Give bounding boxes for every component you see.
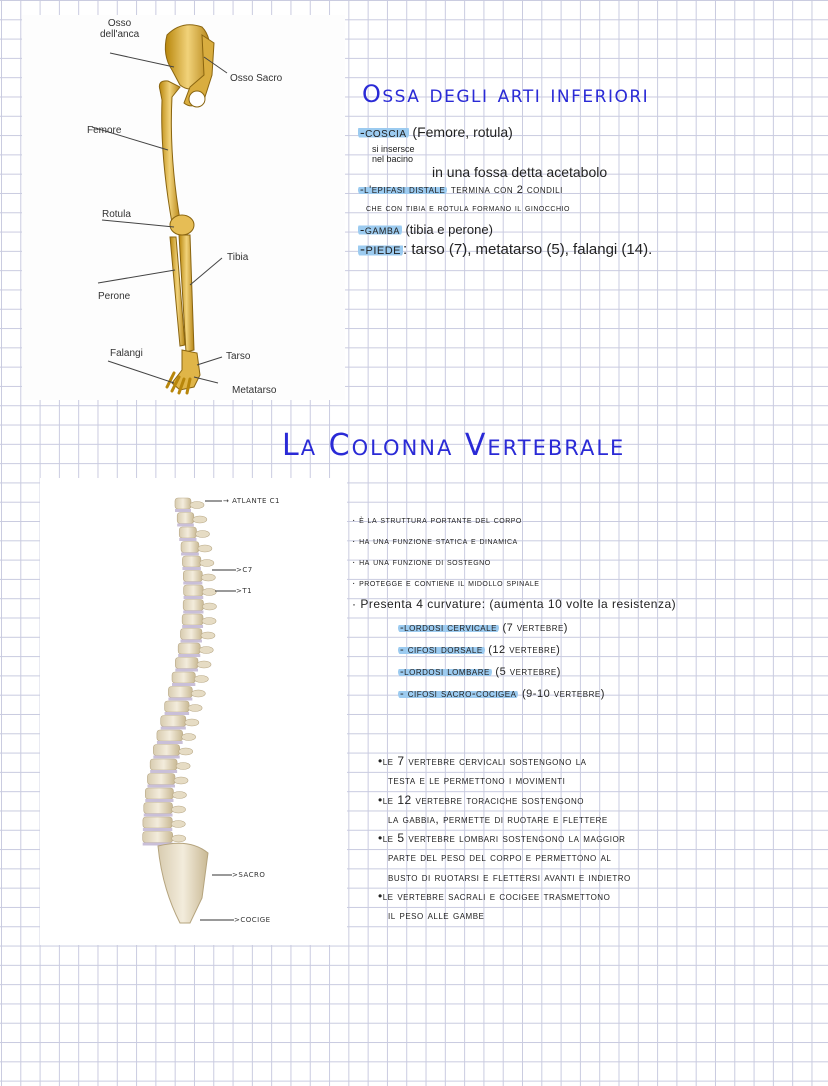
label-osso-anca-line1: Osso [107,18,132,29]
spine-illustration [40,478,347,945]
label-osso-anca [100,18,139,40]
curvature-item [398,617,605,639]
note-line: •le vertebre sacrali e cocigee trasmettono [378,889,611,904]
label-cocige-text: COCIGE [240,916,271,924]
spine-bullets [352,510,676,615]
label-atlante: → ATLANTE C1 [223,497,280,505]
section1-line-coscia [358,124,513,140]
spine-bullet: · Presenta 4 curvature: (aumenta 10 volte la resistenza) [352,597,677,611]
label-atlante-text: ATLANTE C1 [232,497,280,505]
note-line: testa e le permettono i movimenti [388,773,566,788]
spine-bullet: · ha una funzione di sostegno [352,557,491,568]
curvature-name: -lordosi lombare [400,666,490,678]
highlight-epifasi: -l'epifasi distale [360,184,446,196]
curvature-name: - cifosi dorsale [400,644,483,656]
note-line: il peso alle gambe [388,908,485,923]
note-line: •le 5 vertebre lombari sostengono la maggior [378,831,626,846]
curvature-name: - cifosi sacro-cocigea [400,688,517,700]
vertebrae-notes [378,752,631,926]
section1-line-acetabolo: in una fossa detta acetabolo [432,164,608,180]
label-sacro: >SACRO [232,871,266,879]
highlight-coscia: -coscia [360,124,407,140]
label-cocige: >COCIGE [234,916,271,924]
curvature-list [398,617,605,705]
leg-bones-figure [22,15,345,400]
label-t1: >T1 [236,587,253,595]
label-c7: >C7 [236,566,253,574]
label-tibia: Tibia [227,252,249,263]
label-t1-text: T1 [242,587,253,595]
note-line: •le 7 vertebre cervicali sostengono la [378,754,587,768]
curvature-name: -lordosi cervicale [400,622,497,634]
section2-title: La Colonna Vertebrale [282,428,626,463]
spine-figure [40,478,347,945]
label-falangi: Falangi [110,348,143,359]
note-inserisce [372,144,415,164]
curvature-detail: (9-10 vertebre) [518,688,605,700]
piede-detail: : tarso (7), metatarso (5), falangi (14). [403,241,653,258]
highlight-piede: -piede [360,241,402,258]
label-metatarso: Metatarso [232,385,277,396]
coscia-detail: (Femore, rotula) [408,124,513,140]
label-c7-text: C7 [242,566,253,574]
leg-skeleton-illustration [22,15,345,400]
curvature-item [398,639,605,661]
spine-bullet: · ha una funzione statica e dinamica [352,536,518,547]
section1-line-ginocchio: che con tibia e rotula formano il ginocchio [366,203,570,214]
curvature-detail: (7 vertebre) [498,622,568,634]
section1-line-epifasi [358,184,563,196]
label-perone: Perone [98,291,131,302]
curvature-item [398,661,605,683]
gamba-detail: (tibia e perone) [401,222,493,237]
curvature-detail: (12 vertebre) [484,644,561,656]
note-line: la gabbia, permette di ruotare e flettere [388,811,608,826]
label-osso-sacro: Osso Sacro [230,73,283,84]
note-inserisce-line2: nel bacino [372,154,414,164]
label-tarso: Tarso [226,351,251,362]
spine-bullet: · è la struttura portante del corpo [352,515,522,526]
label-osso-anca-line2: dell'anca [100,29,140,40]
spine-bullet: · protegge e contiene il midollo spinale [352,578,540,589]
label-sacro-text: SACRO [238,871,266,879]
label-rotula: Rotula [102,209,131,220]
highlight-gamba: -gamba [360,222,400,237]
section1-title: Ossa degli arti inferiori [362,80,650,108]
curvature-item [398,683,605,705]
note-line: busto di ruotarsi e flettersi avanti e indietro [388,869,631,884]
section1-line-piede [358,241,652,258]
section1-line-gamba [358,222,493,237]
note-inserisce-line1: si insersce [372,144,415,154]
note-line: •le 12 vertebre toraciche sostengono [378,792,584,807]
note-line: parte del peso del corpo e permettono al [388,850,612,865]
epifasi-detail: termina con 2 condili [447,184,563,196]
curvature-detail: (5 vertebre) [491,666,561,678]
label-femore: Femore [87,125,122,136]
